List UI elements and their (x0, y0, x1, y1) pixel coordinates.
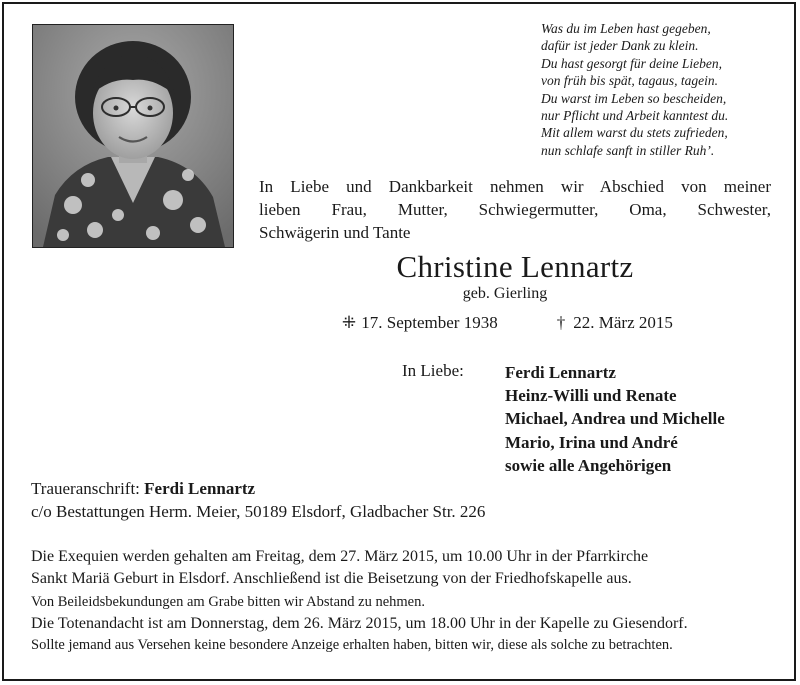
farewell-line: lieben Frau, Mutter, Schwiegermutter, Oma, Schwester, (259, 200, 771, 219)
condolence-note: Von Beileidsbekundungen am Grabe bitten wir Abstand zu nehmen. (31, 594, 425, 610)
memorial-poem (541, 20, 791, 159)
mourners-label: In Liebe: (402, 361, 464, 380)
portrait-photo (32, 24, 234, 248)
poem-line: Mit allem warst du stets zufrieden, (541, 125, 728, 141)
cross-icon: † (556, 313, 566, 332)
mourner: Mario, Irina und André (505, 432, 678, 452)
birth-date-text: 17. September 1938 (361, 313, 498, 332)
farewell-line: In Liebe und Dankbarkeit nehmen wir Abschied von meiner (259, 177, 771, 196)
death-date (553, 313, 673, 333)
mourners-list (505, 361, 725, 477)
address-label: Traueranschrift: (31, 479, 140, 498)
mourner: Ferdi Lennartz (505, 363, 616, 382)
notice-note: Sollte jemand aus Versehen keine besondere Anzeige erhalten haben, bitten wir, diese als solche zu betrachten. (31, 637, 673, 653)
farewell-line: Schwägerin und Tante (259, 223, 411, 242)
poem-line: Du hast gesorgt für deine Lieben, (541, 55, 722, 71)
birth-date (341, 313, 498, 333)
poem-line: nun schlafe sanft in stiller Ruh’. (541, 142, 715, 158)
mourner: sowie alle Angehörigen (505, 455, 672, 475)
mourner: Michael, Andrea und Michelle (505, 409, 725, 429)
portrait-photo-drawing (33, 25, 233, 247)
poem-line: nur Pflicht und Arbeit kanntest du. (541, 108, 729, 124)
address-line: c/o Bestattungen Herm. Meier, 50189 Elsdorf, Gladbacher Str. 226 (31, 502, 486, 521)
poem-line: von früh bis spät, tagaus, tagein. (541, 73, 719, 89)
mourning-address (31, 477, 485, 523)
vigil-info: Die Totenandacht ist am Donnerstag, dem 26. März 2015, um 18.00 Uhr in der Kapelle zu Giesendorf. (31, 615, 688, 632)
mourner: Heinz-Willi und Renate (505, 386, 677, 406)
poem-line: dafür ist jeder Dank zu klein. (541, 38, 699, 54)
poem-line: Du warst im Leben so bescheiden, (541, 90, 727, 106)
funeral-info-line: Sankt Mariä Geburt in Elsdorf. Anschließend ist die Beisetzung von der Friedhofskapelle aus. (31, 570, 632, 587)
address-heading (31, 477, 485, 500)
deceased-name: Christine Lennartz (396, 249, 634, 284)
birth-name: geb. Gierling (462, 285, 548, 302)
birth-star-icon: ⁜ (341, 313, 357, 332)
farewell-text (259, 175, 771, 244)
funeral-info-line: Die Exequien werden gehalten am Freitag, dem 27. März 2015, um 10.00 Uhr in der Pfarrkirche (31, 548, 649, 565)
death-date-text: 22. März 2015 (573, 313, 673, 332)
address-name: Ferdi Lennartz (144, 479, 256, 498)
service-notes (31, 546, 771, 656)
poem-line: Was du im Leben hast gegeben, (541, 21, 711, 36)
